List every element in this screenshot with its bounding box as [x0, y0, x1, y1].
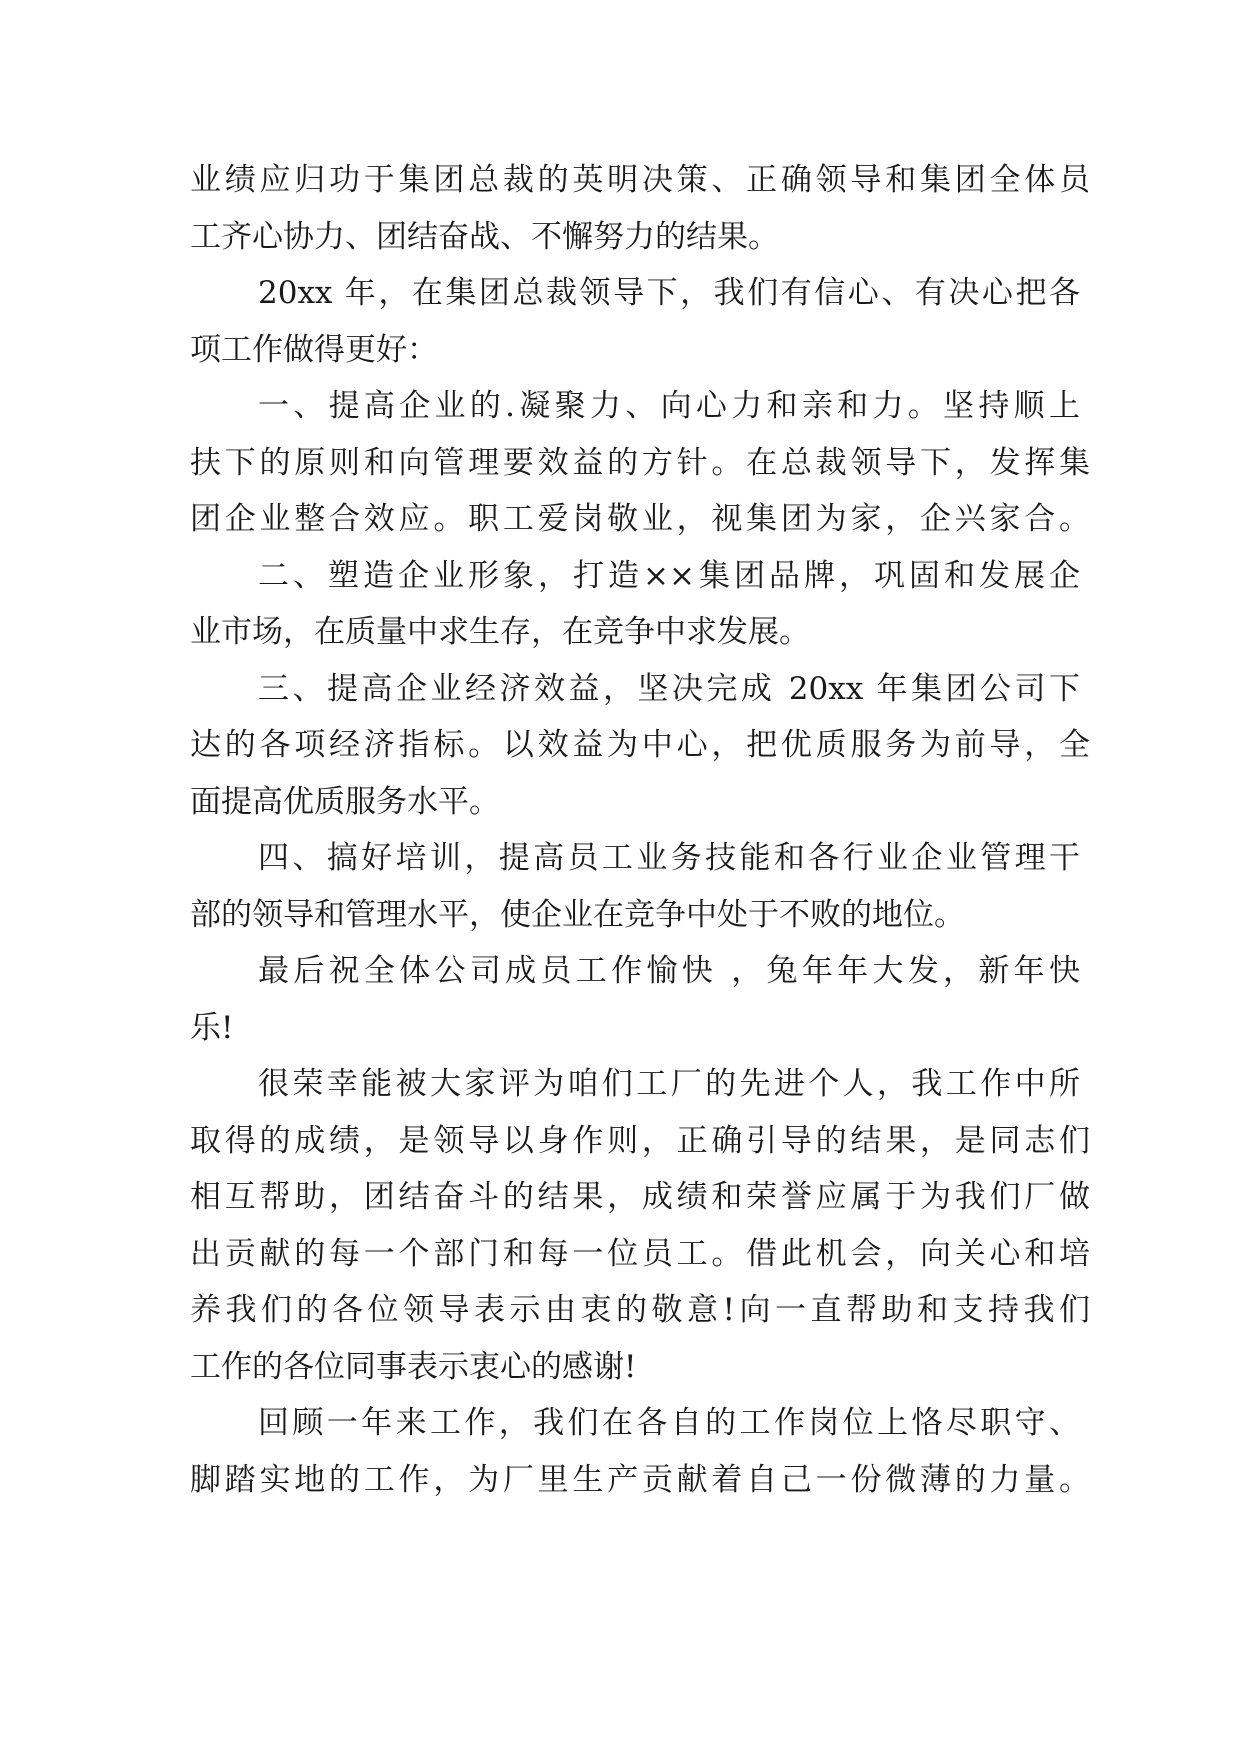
text-line: 回顾一年来工作，我们在各自的工作岗位上恪尽职守、: [258, 1405, 1080, 1441]
text-line: 一、提高企业的.凝聚力、向心力和亲和力。坚持顺上: [258, 388, 1080, 424]
text-line: 相互帮助，团结奋斗的结果，成绩和荣誉应属于为我们厂做: [190, 1179, 1090, 1215]
text-line: 很荣幸能被大家评为咱们工厂的先进个人，我工作中所: [258, 1066, 1080, 1102]
text-line: 项工作做得更好：: [190, 332, 438, 368]
text-line: 最后祝全体公司成员工作愉快 ，兔年年大发，新年快: [258, 953, 1080, 989]
text-line: 取得的成绩，是领导以身作则，正确引导的结果，是同志们: [190, 1123, 1090, 1159]
text-line: 部的领导和管理水平，使企业在竞争中处于不败的地位。: [190, 897, 965, 933]
text-line: 四、搞好培训，提高员工业务技能和各行业企业管理干: [258, 840, 1080, 876]
text-line: 养我们的各位领导表示由衷的敬意!向一直帮助和支持我们: [190, 1292, 1090, 1328]
text-line: 团企业整合效应。职工爱岗敬业，视集团为家，企兴家合。: [190, 501, 1090, 537]
text-line: 扶下的原则和向管理要效益的方针。在总裁领导下，发挥集: [190, 445, 1090, 481]
text-line: 达的各项经济指标。以效益为中心，把优质服务为前导，全: [190, 727, 1090, 763]
text-line: 脚踏实地的工作，为厂里生产贡献着自己一份微薄的力量。: [190, 1462, 1090, 1498]
text-line: 乐!: [190, 1010, 234, 1046]
text-line: 出贡献的每一个部门和每一位员工。借此机会，向关心和培: [190, 1236, 1090, 1272]
text-line: 业市场，在质量中求生存，在竞争中求发展。: [190, 614, 810, 650]
text-line: 工作的各位同事表示衷心的感谢!: [190, 1349, 637, 1385]
text-line: 二、塑造企业形象，打造××集团品牌，巩固和发展企: [258, 558, 1080, 594]
text-line: 业绩应归功于集团总裁的英明决策、正确领导和集团全体员: [190, 162, 1090, 198]
text-line: 20xx 年，在集团总裁领导下，我们有信心、有决心把各: [258, 275, 1080, 311]
text-line: 工齐心协力、团结奋战、不懈努力的结果。: [190, 219, 779, 255]
text-line: 面提高优质服务水平。: [190, 784, 500, 820]
text-line: 三、提高企业经济效益，坚决完成 20xx 年集团公司下: [258, 671, 1080, 707]
